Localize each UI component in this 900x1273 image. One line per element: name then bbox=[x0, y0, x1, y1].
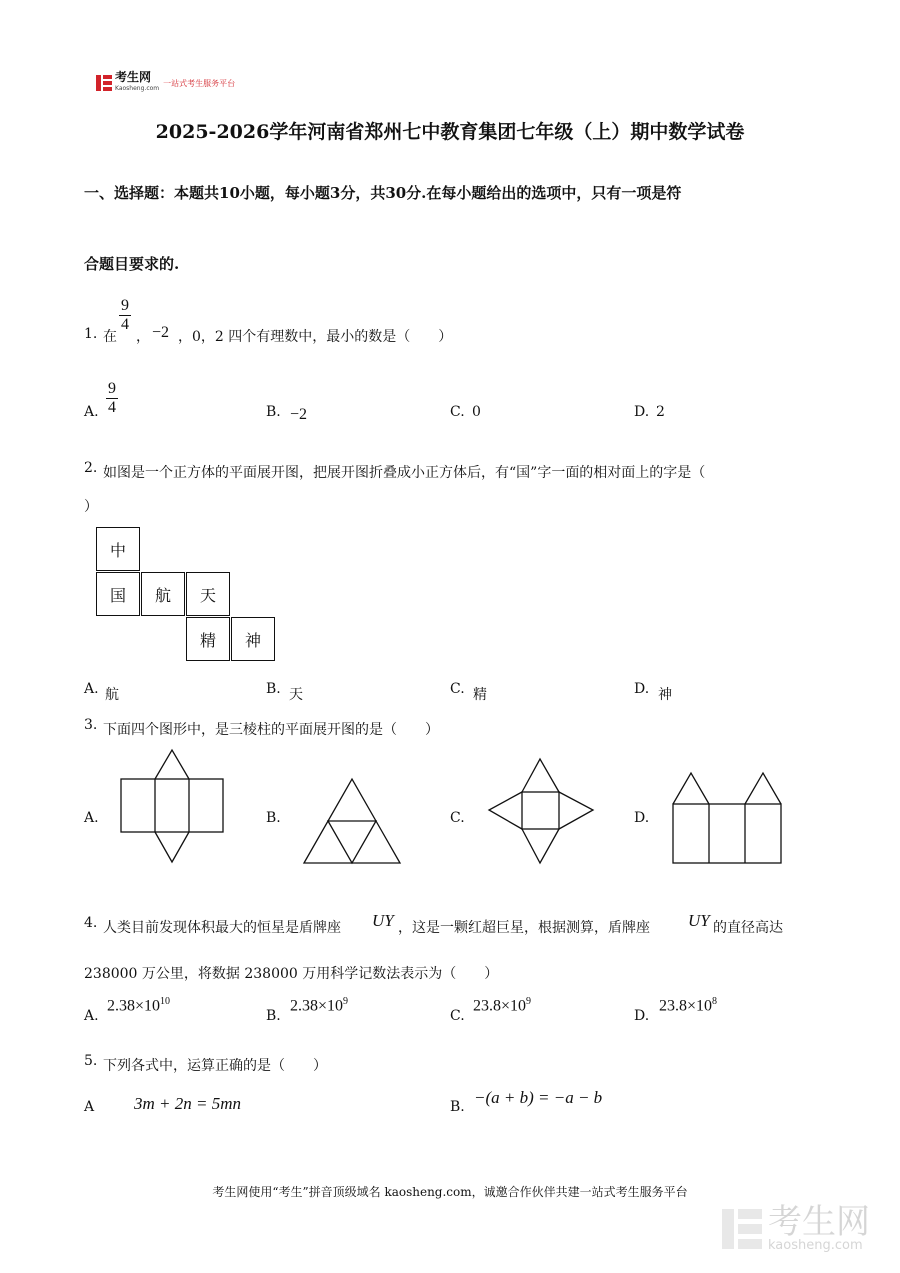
watermark bbox=[722, 1202, 870, 1253]
q3-option-a-label[interactable]: A. bbox=[84, 810, 99, 826]
q5-stem: 下列各式中，运算正确的是（ ） bbox=[103, 1058, 327, 1074]
q3-figure-c[interactable] bbox=[486, 756, 596, 866]
q2-option-c-value: 精 bbox=[473, 687, 487, 703]
q1-option-c-value: 0 bbox=[472, 404, 481, 420]
q4-option-a-label[interactable]: A. bbox=[84, 1008, 99, 1024]
q3-stem: 下面四个图形中，是三棱柱的平面展开图的是（ ） bbox=[103, 722, 439, 738]
section-heading-line2: 合题目要求的. bbox=[84, 255, 180, 273]
q1-neg2: −2 bbox=[152, 324, 170, 341]
q4-option-b-label[interactable]: B. bbox=[266, 1008, 281, 1024]
q3-option-d-label[interactable]: D. bbox=[634, 810, 650, 826]
brand-name: 考生网 Kaosheng.com bbox=[115, 70, 160, 92]
q2-option-d-label[interactable]: D. bbox=[634, 681, 650, 697]
page-title: 2025-2026学年河南省郑州七中教育集团七年级（上）期中数学试卷 bbox=[155, 121, 745, 143]
q1-option-d-value: 2 bbox=[656, 404, 665, 420]
q4-star-name: UY bbox=[372, 911, 394, 930]
q1-option-c-label[interactable]: C. bbox=[450, 404, 465, 420]
q2-cube-net bbox=[96, 527, 278, 663]
q5-option-b-label[interactable]: B. bbox=[450, 1099, 465, 1115]
q2-option-b-value: 天 bbox=[289, 687, 303, 703]
q4-stem-part1: 人类目前发现体积最大的恒星是盾牌座 bbox=[103, 920, 341, 936]
q1-number: 1. bbox=[84, 326, 98, 342]
net-cell-tian: 天 bbox=[186, 572, 230, 616]
q3-figure-a[interactable] bbox=[118, 748, 228, 866]
q4-stem-part2: ，这是一颗红超巨星，根据测算，盾牌座 bbox=[398, 920, 650, 936]
watermark-logo-icon bbox=[722, 1209, 762, 1249]
q4-number: 4. bbox=[84, 915, 98, 931]
net-cell-guo: 国 bbox=[96, 572, 140, 616]
q5-option-a-label[interactable]: A bbox=[84, 1099, 95, 1115]
net-cell-jing: 精 bbox=[186, 617, 230, 661]
q2-option-a-label[interactable]: A. bbox=[84, 681, 99, 697]
q2-stem-line1: 如图是一个正方体的平面展开图，把展开图折叠成小正方体后，有“国”字一面的相对面上的字是（ bbox=[103, 465, 706, 481]
q4-stem-part3: 的直径高达 bbox=[713, 920, 783, 936]
q3-figure-d[interactable] bbox=[670, 770, 785, 866]
q1-fraction: $\frac{9}{4}$ bbox=[121, 297, 129, 333]
q2-option-c-label[interactable]: C. bbox=[450, 681, 465, 697]
q3-option-b-label[interactable]: B. bbox=[266, 810, 281, 826]
q2-option-d-value: 神 bbox=[658, 687, 672, 703]
q2-option-b-label[interactable]: B. bbox=[266, 681, 281, 697]
section-heading-line1: 一、选择题：本题共10小题，每小题3分，共30分.在每小题给出的选项中，只有一项是符 bbox=[84, 184, 682, 202]
q2-stem-line2: ） bbox=[84, 499, 98, 515]
q1-comma: ， bbox=[136, 329, 150, 345]
q5-option-b-expression: −(a + b) = −a − b bbox=[474, 1088, 603, 1107]
q5-option-a-expression: 3m + 2n = 5mn bbox=[134, 1094, 241, 1113]
q1-option-a-fraction: $\frac{9}{4}$ bbox=[108, 380, 116, 416]
q4-option-c-value: $23.8\times 10^9$ bbox=[473, 996, 532, 1015]
q4-stem-line2: 238000 万公里，将数据 238000 万用科学记数法表示为（ ） bbox=[84, 966, 499, 982]
q4-option-b-value: $2.38\times 10^9$ bbox=[290, 996, 349, 1015]
q3-option-c-label[interactable]: C. bbox=[450, 810, 465, 826]
q4-option-d-value: $23.8\times 10^8$ bbox=[659, 996, 718, 1015]
watermark-text: 考生网 kaosheng.com bbox=[768, 1202, 870, 1253]
q4-option-a-value: $2.38\times 10^{10}$ bbox=[107, 996, 171, 1015]
net-cell-shen: 神 bbox=[231, 617, 275, 661]
q1-stem-rest: ，0，2 四个有理数中，最小的数是（ ） bbox=[178, 329, 453, 345]
q1-option-d-label[interactable]: D. bbox=[634, 404, 650, 420]
q4-star-name-2: UY bbox=[688, 911, 710, 930]
brand-logo-icon bbox=[96, 75, 112, 91]
q1-option-b-label[interactable]: B. bbox=[266, 404, 281, 420]
q1-option-b-value: −2 bbox=[290, 406, 308, 423]
brand-slogan: 一站式考生服务平台 bbox=[163, 78, 236, 88]
page-footer: 考生网使用“考生”拼音顶级域名 kaosheng.com，诚邀合作伙伴共建一站式考生服务平台 bbox=[212, 1185, 688, 1199]
q2-number: 2. bbox=[84, 460, 98, 476]
header-logo bbox=[96, 72, 235, 94]
q4-option-c-label[interactable]: C. bbox=[450, 1008, 465, 1024]
q1-option-a-label[interactable]: A. bbox=[84, 404, 99, 420]
q3-figure-b[interactable] bbox=[302, 776, 402, 866]
net-cell-zhong: 中 bbox=[96, 527, 140, 571]
q1-pre: 在 bbox=[103, 329, 117, 345]
q4-option-d-label[interactable]: D. bbox=[634, 1008, 650, 1024]
q3-number: 3. bbox=[84, 717, 98, 733]
q5-number: 5. bbox=[84, 1053, 98, 1069]
q2-option-a-value: 航 bbox=[105, 687, 119, 703]
net-cell-hang: 航 bbox=[141, 572, 185, 616]
